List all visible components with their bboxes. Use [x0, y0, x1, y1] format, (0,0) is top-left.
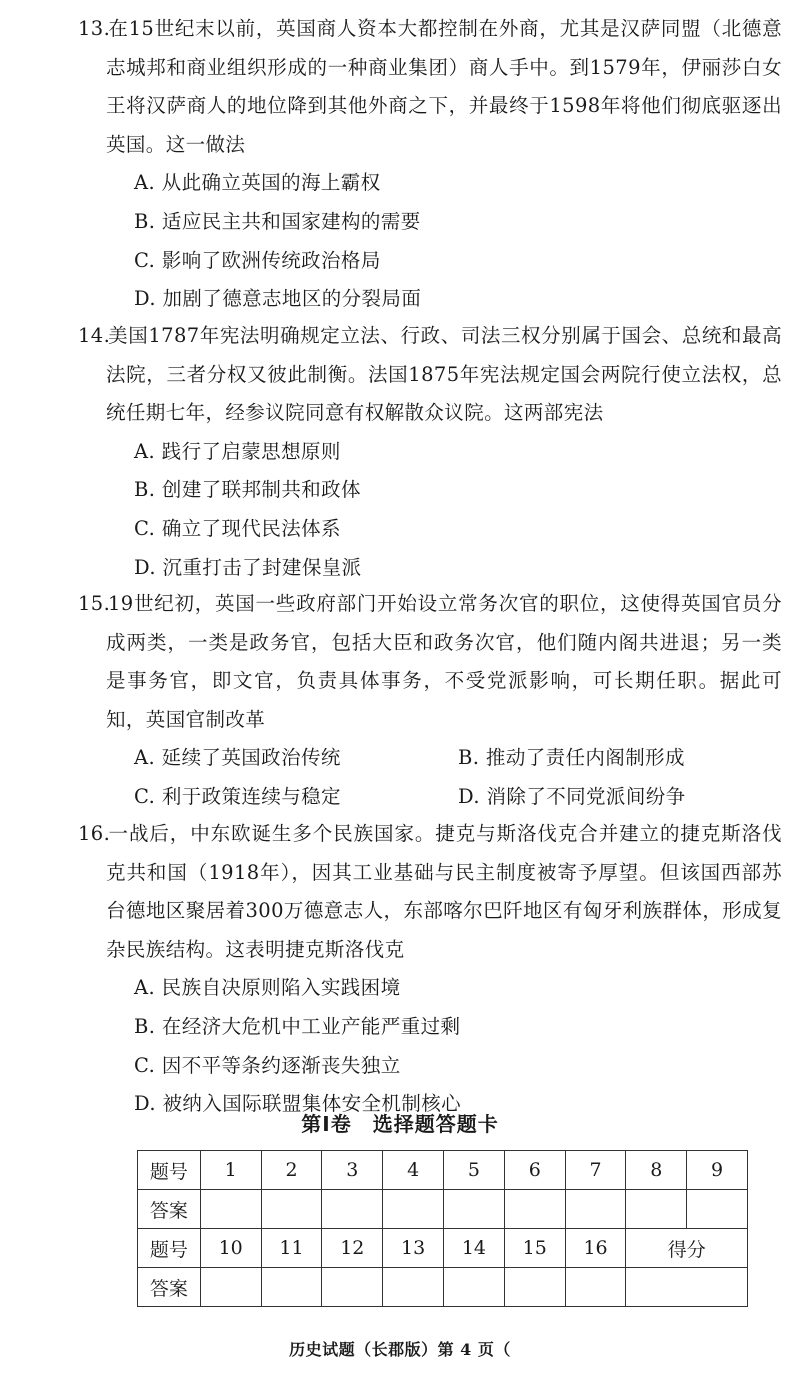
question-stem	[78, 10, 782, 164]
row-label-number: 题号	[138, 1229, 201, 1268]
page-footer: 历史试题（长郡版）第 4 页（	[289, 1340, 511, 1359]
answer-cell[interactable]	[322, 1190, 383, 1229]
question-number-cell: 7	[565, 1151, 626, 1190]
answer-cell[interactable]	[504, 1268, 565, 1307]
answer-cell[interactable]	[444, 1190, 505, 1229]
question-text: 美国1787年宪法明确规定立法、行政、司法三权分别属于国会、总统和最高法院，三者分权又彼此制衡。法国1875年宪法规定国会两院行使立法权，总统任期七年，经参议院同意有权解散众议院。这两部宪法	[106, 324, 782, 425]
answer-cell[interactable]	[200, 1190, 261, 1229]
answer-cell[interactable]	[383, 1268, 444, 1307]
answer-cell[interactable]	[444, 1268, 505, 1307]
table-row	[138, 1190, 748, 1229]
answer-cell[interactable]	[565, 1190, 626, 1229]
option-d: D. 被纳入国际联盟集体安全机制核心	[134, 1092, 462, 1116]
question-number-cell: 6	[504, 1151, 565, 1190]
option-d: D. 沉重打击了封建保皇派	[134, 555, 362, 579]
question-13	[78, 10, 782, 319]
question-number-cell: 9	[687, 1151, 748, 1190]
table-row	[138, 1229, 748, 1268]
option-b: B. 适应民主共和国家建构的需要	[134, 209, 421, 233]
question-number-cell: 3	[322, 1151, 383, 1190]
question-text: 一战后，中东欧诞生多个民族国家。捷克与斯洛伐克合并建立的捷克斯洛伐克共和国（1918年），因其工业基础与民主制度被寄予厚望。但该国西部苏台德地区聚居着300万德意志人，东部喀尔巴阡地区有匈牙利族群体，形成复杂民族结构。这表明捷克斯洛伐克	[106, 822, 782, 961]
option-b: B. 推动了责任内阁制形成	[458, 746, 685, 770]
question-number-cell: 14	[444, 1229, 505, 1268]
row-label-number: 题号	[138, 1151, 201, 1190]
question-number: 15.	[78, 592, 111, 615]
answer-cell[interactable]	[200, 1268, 261, 1307]
option-c: C. 因不平等条约逐渐丧失独立	[134, 1053, 401, 1077]
question-number-cell: 15	[504, 1229, 565, 1268]
question-number-cell: 12	[322, 1229, 383, 1268]
question-number-cell: 4	[383, 1151, 444, 1190]
question-number-cell: 2	[261, 1151, 322, 1190]
question-text: 19世纪初，英国一些政府部门开始设立常务次官的职位，这使得英国官员分成两类，一类是政务官，包括大臣和政务次官，他们随内阁共进退；另一类是事务官，即文官，负责具体事务，不受党派影响，可长期任职。据此可知，英国官制改革	[106, 592, 782, 731]
question-text: 在15世纪末以前，英国商人资本大都控制在外商，尤其是汉萨同盟（北德意志城邦和商业组织形成的一种商业集团）商人手中。到1579年，伊丽莎白女王将汉萨商人的地位降到其他外商之下，并最终于1598年将他们彻底驱逐出英国。这一做法	[106, 17, 782, 156]
option-b: B. 在经济大危机中工业产能严重过剩	[134, 1014, 461, 1038]
answer-cell[interactable]	[626, 1190, 687, 1229]
answer-cell[interactable]	[687, 1190, 748, 1229]
option-a: A. 践行了启蒙思想原则	[134, 439, 341, 463]
question-16	[78, 815, 782, 1124]
table-row	[138, 1151, 748, 1190]
row-label-answer: 答案	[138, 1268, 201, 1307]
answer-cell[interactable]	[261, 1190, 322, 1229]
question-14	[78, 317, 782, 587]
row-label-answer: 答案	[138, 1190, 201, 1229]
option-c: C. 利于政策连续与稳定	[134, 784, 341, 808]
score-cell[interactable]	[626, 1268, 748, 1307]
option-b: B. 创建了联邦制共和政体	[134, 478, 361, 502]
option-row	[106, 778, 782, 817]
question-number-cell: 10	[200, 1229, 261, 1268]
question-number-cell: 1	[200, 1151, 261, 1190]
answer-card-table	[137, 1150, 748, 1307]
question-stem	[78, 585, 782, 739]
score-label: 得分	[626, 1229, 748, 1268]
answer-cell[interactable]	[383, 1190, 444, 1229]
answer-cell[interactable]	[261, 1268, 322, 1307]
question-number-cell: 16	[565, 1229, 626, 1268]
question-number-cell: 13	[383, 1229, 444, 1268]
question-number: 16.	[78, 822, 111, 845]
option-d: D. 加剧了德意志地区的分裂局面	[134, 287, 422, 311]
option-d: D. 消除了不同党派间纷争	[458, 784, 686, 808]
option-a: A. 从此确立英国的海上霸权	[134, 171, 381, 195]
option-row	[106, 739, 782, 778]
answer-cell[interactable]	[565, 1268, 626, 1307]
option-c: C. 确立了现代民法体系	[134, 516, 341, 540]
question-number-cell: 5	[444, 1151, 505, 1190]
option-c: C. 影响了欧洲传统政治格局	[134, 248, 381, 272]
question-number: 13.	[78, 17, 111, 40]
option-a: A. 民族自决原则陷入实践困境	[134, 976, 401, 1000]
answer-cell[interactable]	[322, 1268, 383, 1307]
answer-card-title: 第Ⅰ卷 选择题答题卡	[301, 1112, 499, 1136]
question-stem	[78, 815, 782, 969]
question-number-cell: 11	[261, 1229, 322, 1268]
question-stem	[78, 317, 782, 433]
question-number-cell: 8	[626, 1151, 687, 1190]
table-row	[138, 1268, 748, 1307]
option-a: A. 延续了英国政治传统	[134, 746, 341, 770]
answer-cell[interactable]	[504, 1190, 565, 1229]
question-15	[78, 585, 782, 817]
question-number: 14.	[78, 324, 111, 347]
